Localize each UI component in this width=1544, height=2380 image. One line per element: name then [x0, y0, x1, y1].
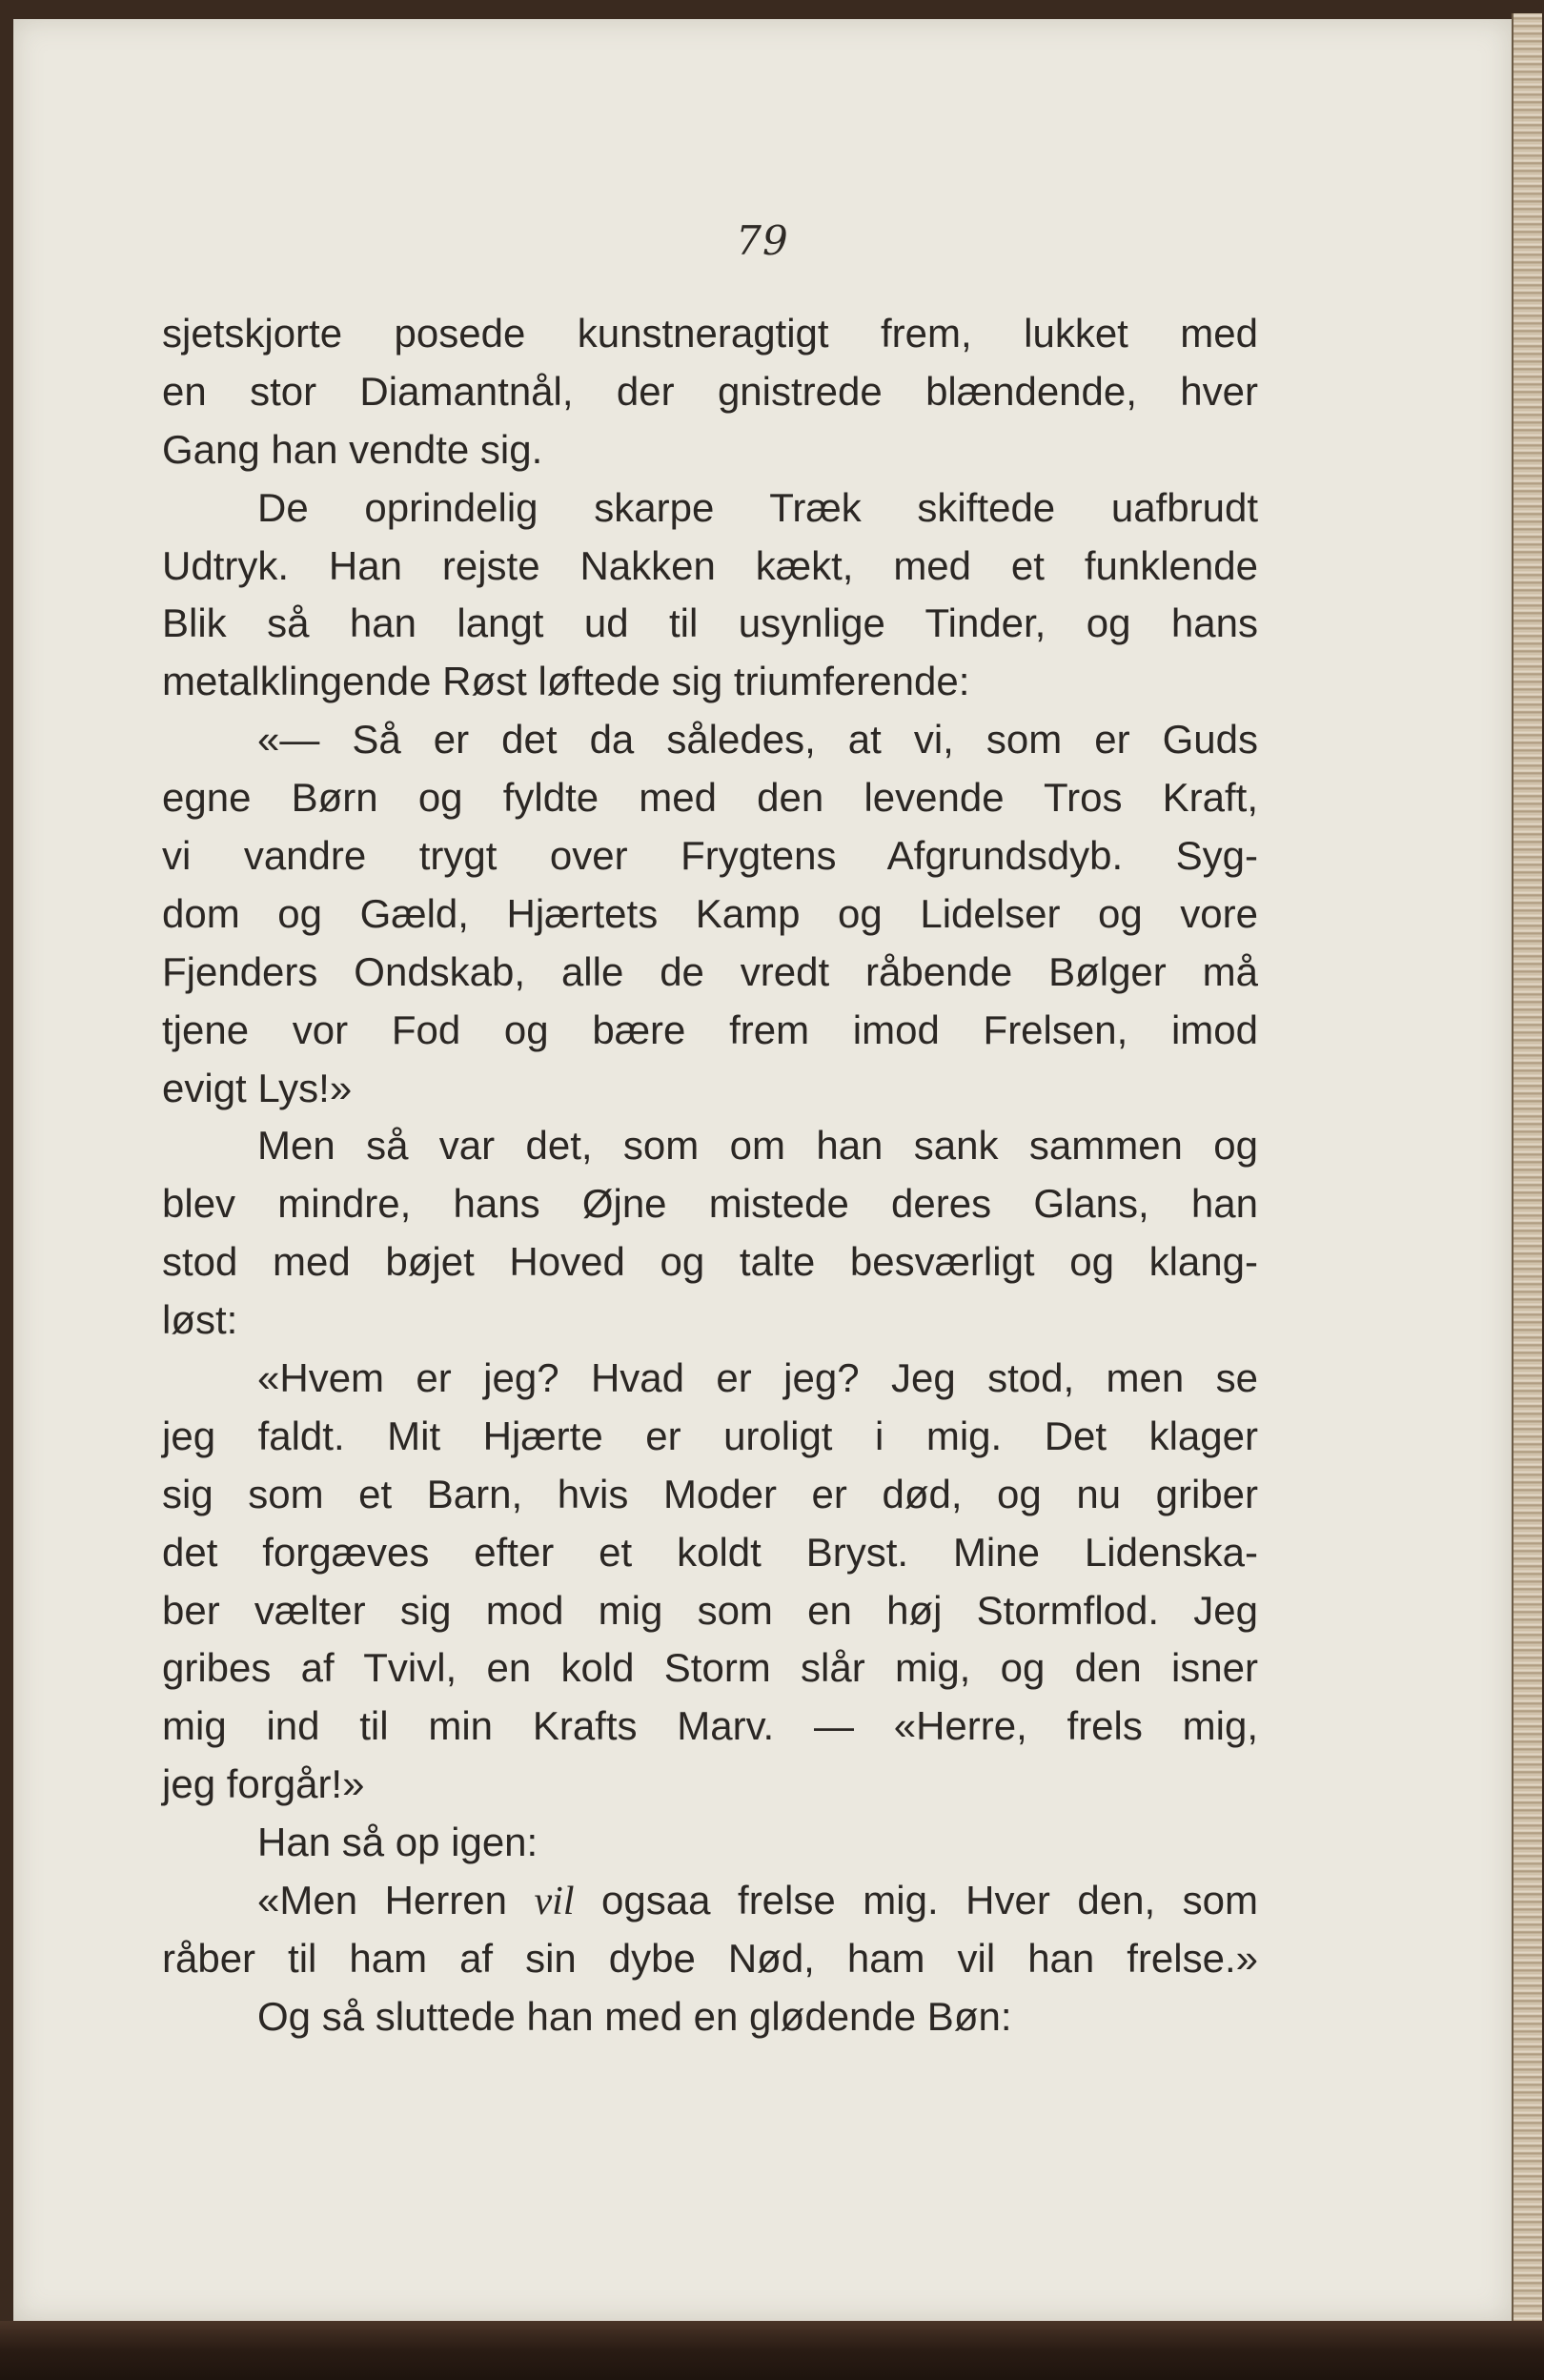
text-line: det forgæves efter et koldt Bryst. Mine Lidenska-	[162, 1529, 1258, 1575]
text-line: gribes af Tvivl, en kold Storm slår mig, og den isner	[162, 1645, 1258, 1691]
body-text	[162, 305, 1258, 2046]
text-line: jeg forgår!»	[162, 1761, 365, 1807]
text-line: tjene vor Fod og bære frem imod Frelsen, imod	[162, 1007, 1258, 1052]
text-line: dom og Gæld, Hjærtets Kamp og Lidelser og vore	[162, 890, 1258, 936]
text-line: «— Så er det da således, at vi, som er Guds	[257, 717, 1258, 763]
page-stack-edge	[1512, 13, 1542, 2329]
text-line: sig som et Barn, hvis Moder er død, og nu griber	[162, 1471, 1258, 1516]
text-line: råber til ham af sin dybe Nød, ham vil han frelse.»	[162, 1935, 1258, 1981]
text-line: Fjenders Ondskab, alle de vredt råbende Bølger må	[162, 948, 1258, 994]
emphasized-word: vil	[534, 1880, 575, 1924]
book-cover-edge	[0, 2321, 1544, 2380]
text-line: egne Børn og fyldte med den levende Tros Kraft,	[162, 775, 1258, 821]
text-line: ber vælter sig mod mig som en høj Stormflod. Jeg	[162, 1587, 1258, 1633]
text-line: De oprindelig skarpe Træk skiftede uafbrudt	[257, 484, 1258, 530]
text-line: en stor Diamantnål, der gnistrede blændende, hver	[162, 368, 1258, 414]
text-line: metalklingende Røst løftede sig triumferende:	[162, 659, 970, 704]
page-number: 79	[736, 217, 789, 264]
text-line: Udtryk. Han rejste Nakken kækt, med et funklende	[162, 542, 1258, 588]
book-page	[13, 19, 1512, 2321]
text-line: «Hvem er jeg? Hvad er jeg? Jeg stod, men se	[257, 1355, 1258, 1401]
text-line: Gang han vendte sig.	[162, 426, 543, 472]
text-line: Men så var det, som om han sank sammen og	[257, 1123, 1258, 1169]
text-line: løst:	[162, 1297, 238, 1343]
text-line: blev mindre, hans Øjne mistede deres Glans, han	[162, 1181, 1258, 1227]
text-line: jeg faldt. Mit Hjærte er uroligt i mig. Det klager	[162, 1413, 1258, 1458]
text-line: Han så op igen:	[257, 1820, 538, 1865]
text-segment: «Men Herren	[257, 1878, 535, 1923]
text-segment: ogsaa frelse mig. Hver den, som	[574, 1878, 1259, 1923]
text-line: evigt Lys!»	[162, 1065, 353, 1110]
text-line: vi vandre trygt over Frygtens Afgrundsdyb. Syg-	[162, 833, 1258, 879]
text-line: mig ind til min Krafts Marv. — «Herre, frels mig,	[162, 1703, 1258, 1749]
text-line: sjetskjorte posede kunstneragtigt frem, lukket med	[162, 311, 1258, 356]
text-line: Blik så han langt ud til usynlige Tinder, og hans	[162, 600, 1258, 646]
text-line: stod med bøjet Hoved og talte besværligt og klang-	[162, 1239, 1258, 1285]
text-line	[162, 1872, 1258, 1930]
text-line: Og så sluttede han med en glødende Bøn:	[257, 1993, 1012, 2039]
